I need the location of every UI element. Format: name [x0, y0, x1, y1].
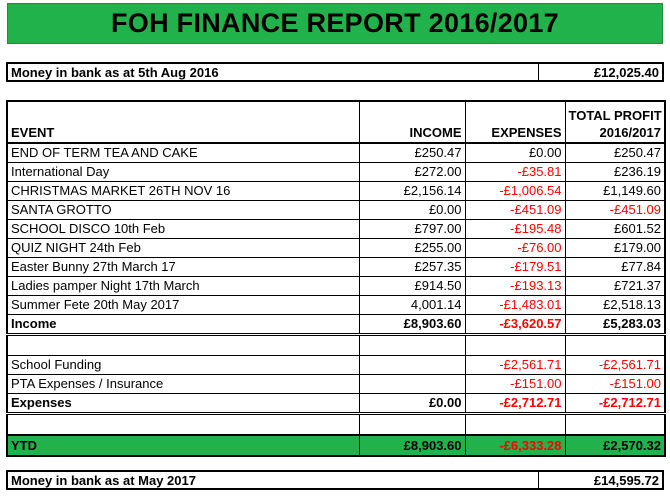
profit-cell: £250.47	[565, 143, 665, 163]
header-expenses: EXPENSES	[465, 101, 565, 143]
expenses-total-expenses: -£2,712.71	[465, 394, 565, 414]
table-row	[7, 258, 665, 277]
table-row	[7, 277, 665, 296]
event-name: Ladies pamper Night 17th March	[7, 277, 359, 296]
opening-balance-row	[6, 62, 664, 82]
table-row	[7, 220, 665, 239]
header-income: INCOME	[359, 101, 465, 143]
income-cell: £797.00	[359, 220, 465, 239]
profit-cell: £601.52	[565, 220, 665, 239]
expenses-cell: -£195.48	[465, 220, 565, 239]
closing-balance-label: Money in bank as at May 2017	[11, 473, 196, 488]
opening-balance-label: Money in bank as at 5th Aug 2016	[11, 65, 219, 80]
table-row	[7, 296, 665, 315]
income-total-income: £8,903.60	[359, 315, 465, 335]
expenses-cell: -£1,006.54	[465, 182, 565, 201]
expenses-cell: -£76.00	[465, 239, 565, 258]
event-name: International Day	[7, 163, 359, 182]
expenses-cell: -£179.51	[465, 258, 565, 277]
ytd-label: YTD	[7, 435, 359, 456]
event-name: Summer Fete 20th May 2017	[7, 296, 359, 315]
finance-table	[6, 100, 666, 457]
profit-cell: -£2,561.71	[565, 356, 665, 375]
profit-cell: £1,149.60	[565, 182, 665, 201]
closing-balance-value: £14,595.72	[593, 473, 659, 488]
table-row	[7, 375, 665, 394]
table-row	[7, 163, 665, 182]
income-cell: £0.00	[359, 201, 465, 220]
closing-balance-row	[6, 470, 664, 490]
expenses-cell: -£451.09	[465, 201, 565, 220]
expenses-cell: -£151.00	[465, 375, 565, 394]
profit-cell: £77.84	[565, 258, 665, 277]
table-header-row	[7, 101, 665, 143]
profit-cell: £2,518.13	[565, 296, 665, 315]
ytd-profit: £2,570.32	[565, 435, 665, 456]
profit-cell: £721.37	[565, 277, 665, 296]
income-cell: £250.47	[359, 143, 465, 163]
table-row	[7, 239, 665, 258]
expenses-total-row	[7, 394, 665, 414]
table-row	[7, 201, 665, 220]
income-cell	[359, 375, 465, 394]
profit-cell: £236.19	[565, 163, 665, 182]
expenses-cell: -£2,561.71	[465, 356, 565, 375]
ytd-income: £8,903.60	[359, 435, 465, 456]
ytd-expenses: -£6,333.28	[465, 435, 565, 456]
income-cell: £272.00	[359, 163, 465, 182]
income-total-expenses: -£3,620.57	[465, 315, 565, 335]
table-row	[7, 356, 665, 375]
expenses-total-income: £0.00	[359, 394, 465, 414]
income-cell: £2,156.14	[359, 182, 465, 201]
expenses-cell: -£35.81	[465, 163, 565, 182]
income-total-label: Income	[7, 315, 359, 335]
income-total-row	[7, 315, 665, 335]
expenses-cell: -£193.13	[465, 277, 565, 296]
income-cell: 4,001.14	[359, 296, 465, 315]
event-name: CHRISTMAS MARKET 26TH NOV 16	[7, 182, 359, 201]
income-cell: £255.00	[359, 239, 465, 258]
report-title: FOH FINANCE REPORT 2016/2017	[110, 8, 560, 38]
table-row	[7, 143, 665, 163]
profit-cell: -£451.09	[565, 201, 665, 220]
ytd-row	[7, 435, 665, 456]
profit-cell: -£151.00	[565, 375, 665, 394]
event-name: SANTA GROTTO	[7, 201, 359, 220]
event-name: School Funding	[7, 356, 359, 375]
header-total-profit: TOTAL PROFIT 2016/2017	[565, 101, 665, 143]
opening-balance-value: £12,025.40	[593, 65, 659, 80]
event-name: Easter Bunny 27th March 17	[7, 258, 359, 277]
expenses-cell: -£1,483.01	[465, 296, 565, 315]
income-cell	[359, 356, 465, 375]
table-row	[7, 182, 665, 201]
event-name: END OF TERM TEA AND CAKE	[7, 143, 359, 163]
income-cell: £257.35	[359, 258, 465, 277]
profit-cell: £179.00	[565, 239, 665, 258]
expenses-total-label: Expenses	[7, 394, 359, 414]
spacer-row	[7, 414, 665, 436]
event-name: PTA Expenses / Insurance	[7, 375, 359, 394]
expenses-cell: £0.00	[465, 143, 565, 163]
event-name: SCHOOL DISCO 10th Feb	[7, 220, 359, 239]
event-name: QUIZ NIGHT 24th Feb	[7, 239, 359, 258]
report-title-bar	[7, 3, 663, 44]
income-total-profit: £5,283.03	[565, 315, 665, 335]
header-event: EVENT	[7, 101, 359, 143]
income-cell: £914.50	[359, 277, 465, 296]
expenses-total-profit: -£2,712.71	[565, 394, 665, 414]
spacer-row	[7, 335, 665, 356]
